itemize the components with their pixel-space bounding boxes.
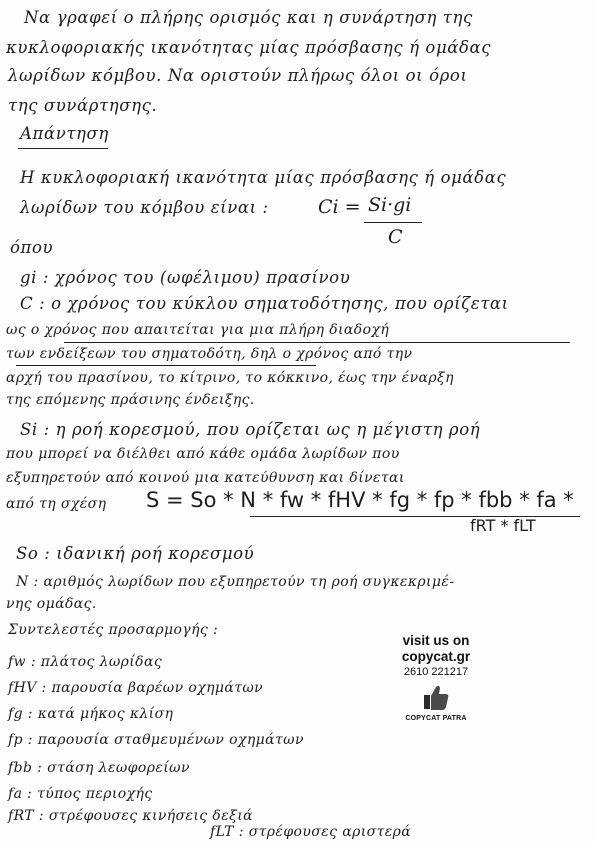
- fraction-bar: [364, 222, 422, 223]
- term-so: So : ιδανική ροή κορεσμού: [16, 544, 255, 563]
- term-si-line-2: που μπορεί να διέλθει από κάθε ομάδα λωρίδων που: [6, 446, 400, 462]
- term-si-line-4: από τη σχέση: [6, 496, 107, 512]
- term-n-line-1: N : αριθμός λωρίδων που εξυπηρετούν τη ροή συγκεκριμέ-: [16, 574, 455, 590]
- factor-frt: fRT : στρέφουσες κινήσεις δεξιά: [8, 808, 253, 824]
- thumbs-up-icon: [421, 682, 451, 712]
- factor-fg: fg : κατά μήκος κλίση: [8, 706, 174, 722]
- factor-flt: fLT : στρέφουσες αριστερά: [210, 824, 412, 840]
- question-line-4: της συνάρτησης.: [8, 96, 158, 115]
- copyshop-stamp: [392, 632, 480, 723]
- c-underline-1: [64, 342, 570, 343]
- answer-heading: Απάντηση: [20, 124, 109, 143]
- formula-lhs: Ci =: [318, 196, 361, 218]
- formula-numerator: Si·gi: [368, 194, 412, 216]
- term-si-line-3: εξυπηρετούν από κοινού μια κατεύθυνση και δίνεται: [6, 470, 405, 486]
- term-c-line-5: της επόμενης πράσινης ένδειξης.: [6, 392, 255, 408]
- factor-fa: fa : τύπος περιοχής: [8, 786, 153, 802]
- saturation-flow-formula-cont: fRT * fLT: [470, 516, 536, 535]
- stamp-website: copycat.gr: [401, 649, 471, 664]
- c-underline-2: [16, 365, 316, 366]
- question-line-3: λωρίδων κόμβου. Να οριστούν πλήρως όλοι οι όροι: [8, 66, 468, 85]
- term-gi: gi : χρόνος του (ωφέλιμου) πρασίνου: [20, 268, 351, 287]
- definition-line-1: Η κυκλοφοριακή ικανότητα μίας πρόσβασης ή ομάδας: [20, 168, 507, 187]
- factor-fhv: fHV : παρουσία βαρέων οχημάτων: [8, 680, 264, 696]
- stamp-visit-text: visit us on: [402, 633, 470, 648]
- definition-line-2: λωρίδων του κόμβου είναι :: [20, 198, 269, 217]
- question-line-2: κυκλοφοριακής ικανότητας μίας πρόσβασης ή ομάδας: [6, 38, 492, 57]
- term-c-line-4: αρχή του πρασίνου, το κίτρινο, το κόκκινο, έως την έναρξη: [6, 370, 454, 386]
- formula-denominator: C: [388, 226, 403, 248]
- factor-fp: fp : παρουσία σταθμευμένων οχημάτων: [8, 732, 304, 748]
- term-si-line-1: Si : η ροή κορεσμού, που ορίζεται ως η μέγιστη ροή: [20, 420, 481, 439]
- stamp-brand: COPYCAT PATRA: [405, 715, 467, 722]
- term-c-line-2: ως ο χρόνος που απαιτείται για μια πλήρη διαδοχή: [6, 322, 390, 338]
- term-n-line-2: νης ομάδας.: [6, 596, 97, 612]
- factors-heading: Συντελεστές προσαρμογής :: [8, 622, 219, 638]
- opou-label: όπου: [10, 238, 54, 257]
- answer-heading-underline: [18, 148, 108, 149]
- saturation-flow-formula: S = So * N * fw * fHV * fg * fp * fbb * fa *: [146, 488, 574, 512]
- factor-fw: fw : πλάτος λωρίδας: [8, 654, 163, 670]
- question-line-1: Να γραφεί ο πλήρης ορισμός και η συνάρτηση της: [24, 8, 473, 27]
- term-c-line-3: των ενδείξεων του σηματοδότη, δηλ ο χρόνος από την: [6, 346, 413, 362]
- stamp-phone: 2610 221217: [403, 666, 469, 678]
- factor-fbb: fbb : στάση λεωφορείων: [8, 760, 190, 776]
- term-c-line-1: C : ο χρόνος του κύκλου σηματοδότησης, που ορίζεται: [20, 294, 509, 313]
